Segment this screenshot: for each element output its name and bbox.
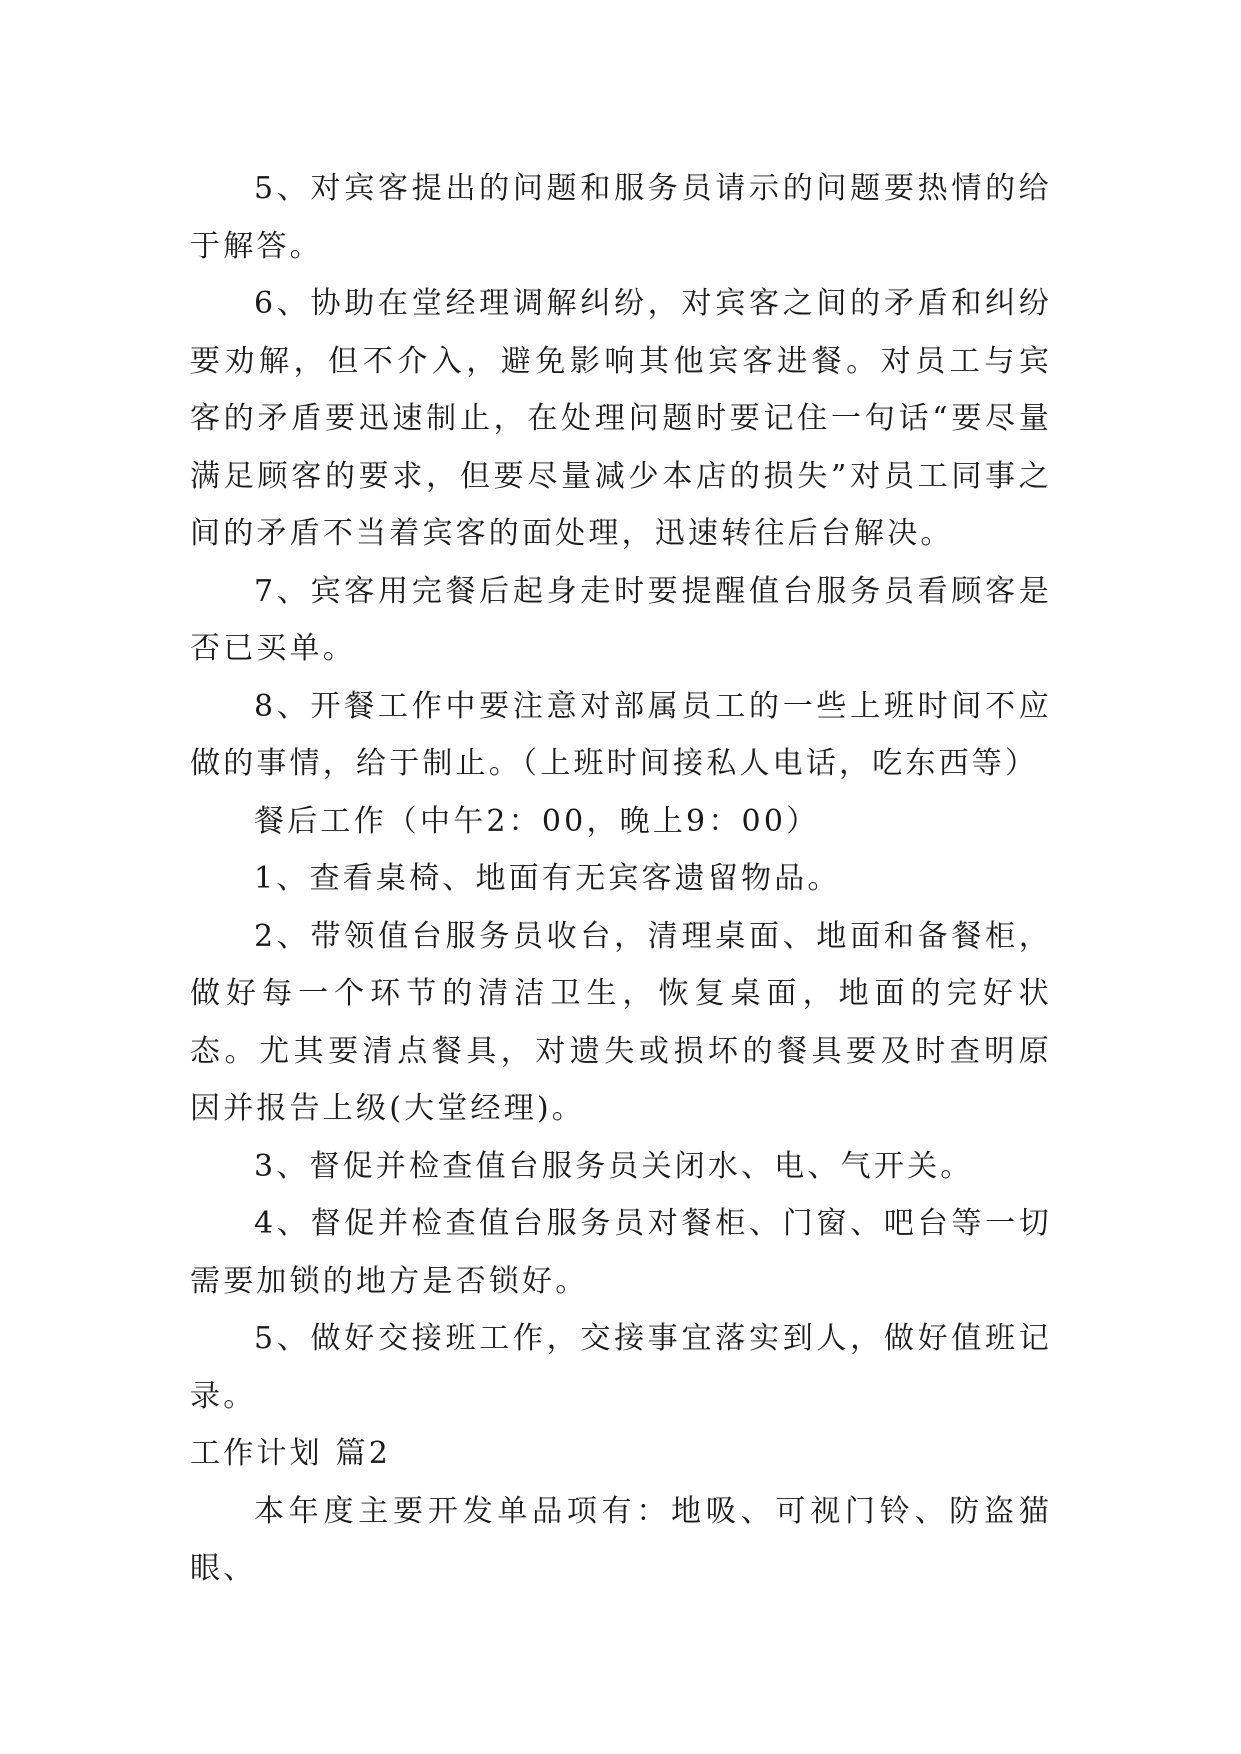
plan-title: 工作计划 篇2 xyxy=(190,1436,392,1471)
paragraph-item-7: 7、宾客用完餐后起身走时要提醒值台服务员看顾客是否已买单。 xyxy=(190,573,1052,666)
paragraph-item-8: 8、开餐工作中要注意对部属员工的一些上班时间不应做的事情，给于制止。（上班时间接私人电话，吃东西等） xyxy=(190,688,1052,781)
paragraph-after-meal-1: 1、查看桌椅、地面有无宾客遗留物品。 xyxy=(254,861,841,896)
paragraph-after-meal-4: 4、督促并检查值台服务员对餐柜、门窗、吧台等一切需要加锁的地方是否锁好。 xyxy=(190,1206,1052,1299)
paragraph-plan-intro: 本年度主要开发单品项有：地吸、可视门铃、防盗猫眼、 xyxy=(190,1493,1052,1586)
section-heading-after-meal: 餐后工作（中午2：00，晚上9：00） xyxy=(254,803,820,839)
paragraph-item-6: 6、协助在堂经理调解纠纷，对宾客之间的矛盾和纠纷要劝解，但不介入，避免影响其他宾客进餐。对员工与宾客的矛盾要迅速制止，在处理问题时要记住一句话“要尽量满足顾客的要求，但要尽量减少本店的损失”对员工同事之间的矛盾不当着宾客的面处理，迅速转往后台解决。 xyxy=(190,286,1052,551)
paragraph-item-5: 5、对宾客提出的问题和服务员请示的问题要热情的给于解答。 xyxy=(190,171,1052,264)
paragraph-after-meal-3: 3、督促并检查值台服务员关闭水、电、气开关。 xyxy=(254,1148,974,1184)
paragraph-after-meal-2: 2、带领值台服务员收台，清理桌面、地面和备餐柜，做好每一个环节的清洁卫生，恢复桌面，地面的完好状态。尤其要清点餐具，对遗失或损坏的餐具要及时查明原因并报告上级(大堂经理)。 xyxy=(190,918,1052,1126)
paragraph-after-meal-5: 5、做好交接班工作，交接事宜落实到人，做好值班记录。 xyxy=(190,1321,1052,1414)
document-page xyxy=(190,160,1052,1598)
